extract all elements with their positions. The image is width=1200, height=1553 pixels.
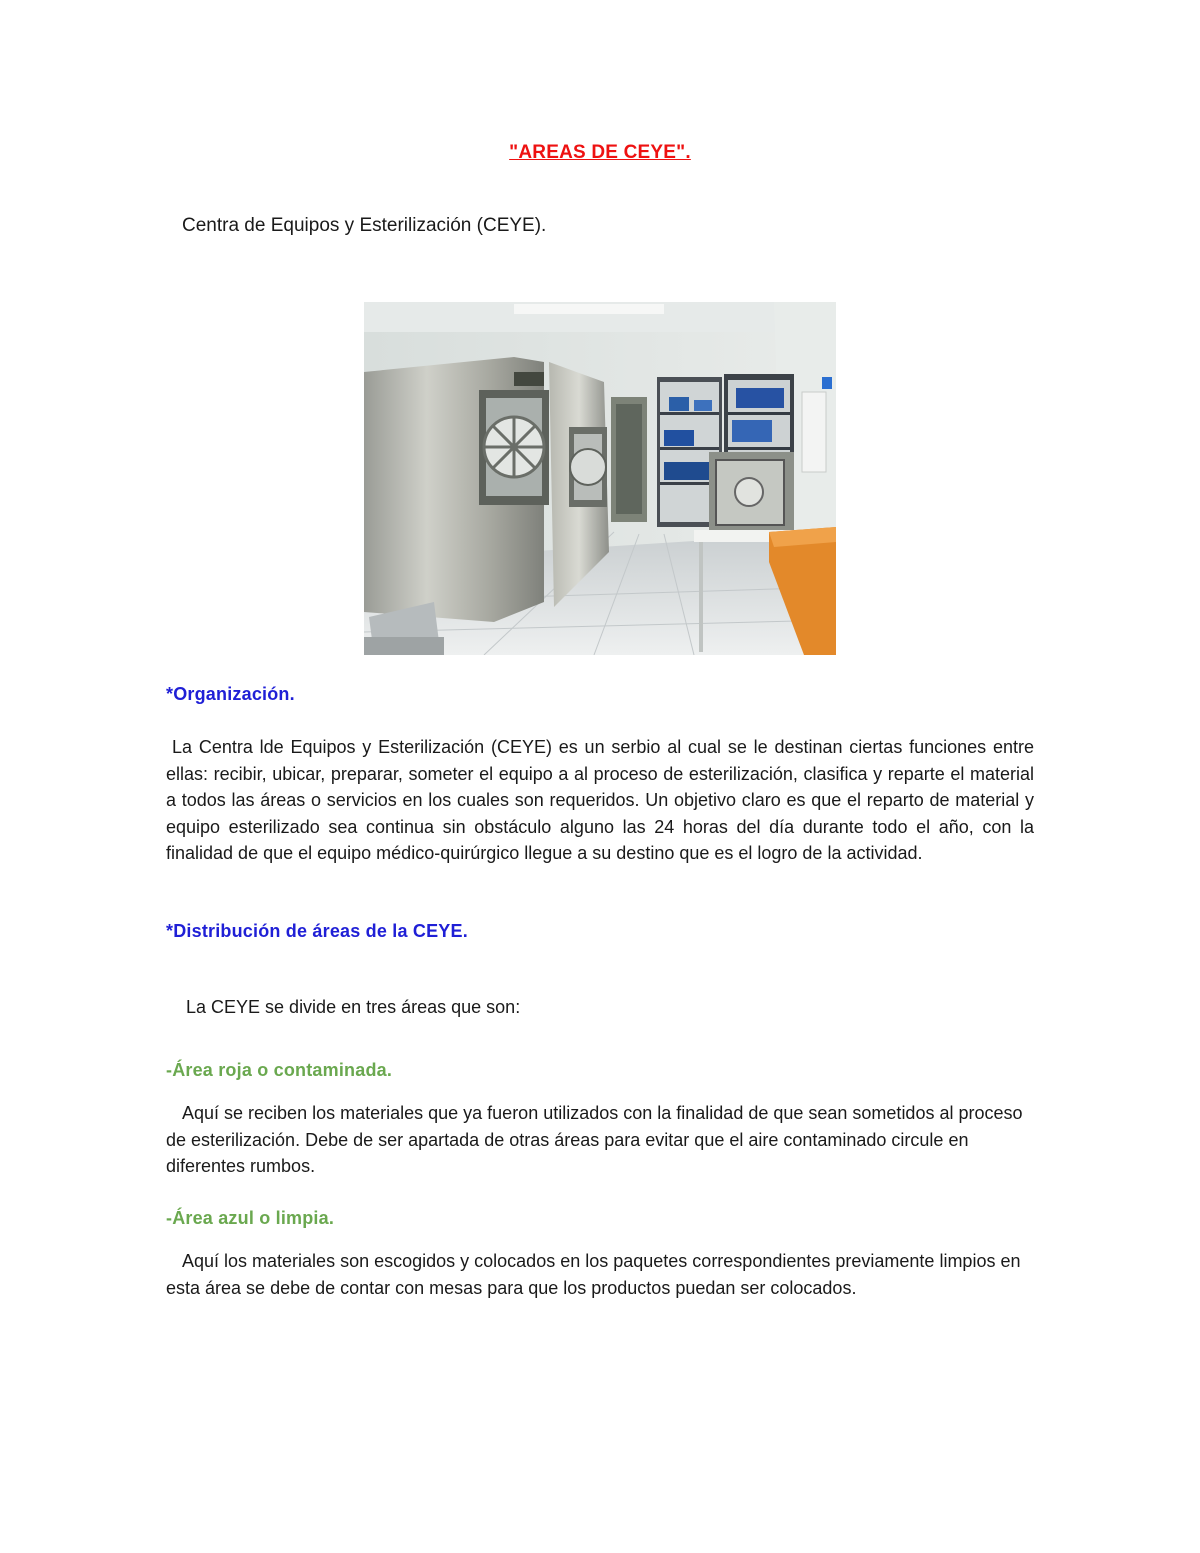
document-title: "AREAS DE CEYE".: [509, 142, 691, 163]
paragraph-area-roja: Aquí se reciben los materiales que ya fueron utilizados con la finalidad de que sean sometidos al proceso de esterilización. Debe de ser apartada de otras áreas para evitar que el aire contaminado circule en diferentes rumbos.: [166, 1103, 1023, 1176]
heading-area-roja: -Área roja o contaminada.: [166, 1060, 393, 1080]
heading-distribucion: *Distribución de áreas de la CEYE.: [166, 921, 468, 941]
heading-area-azul: -Área azul o limpia.: [166, 1208, 335, 1228]
document-subtitle: Centra de Equipos y Esterilización (CEYE).: [182, 215, 547, 236]
paragraph-distribucion-intro: La CEYE se divide en tres áreas que son:: [186, 997, 521, 1017]
ceye-room-photo: [364, 302, 836, 655]
heading-organizacion: *Organización.: [166, 684, 295, 704]
paragraph-area-azul: Aquí los materiales son escogidos y colocados en los paquetes correspondientes previamente limpios en esta área se debe de contar con mesas para que los productos puedan ser colocados.: [166, 1251, 1021, 1298]
paragraph-organizacion: La Centra lde Equipos y Esterilización (CEYE) es un serbio al cual se le destinan ciertas funciones entre ellas: recibir, ubicar, preparar, someter el equipo a al proceso de esterilización, clasifica y reparte el material a todos las áreas o servicios en los cuales son requeridos. Un objetivo claro es que el reparto de material y equipo esterilizado sea continua sin obstáculo alguno las 24 horas del día durante todo el año, con la finalidad de que el equipo médico-quirúrgico llegue a su destino que es el logro de la actividad.: [166, 737, 1034, 863]
